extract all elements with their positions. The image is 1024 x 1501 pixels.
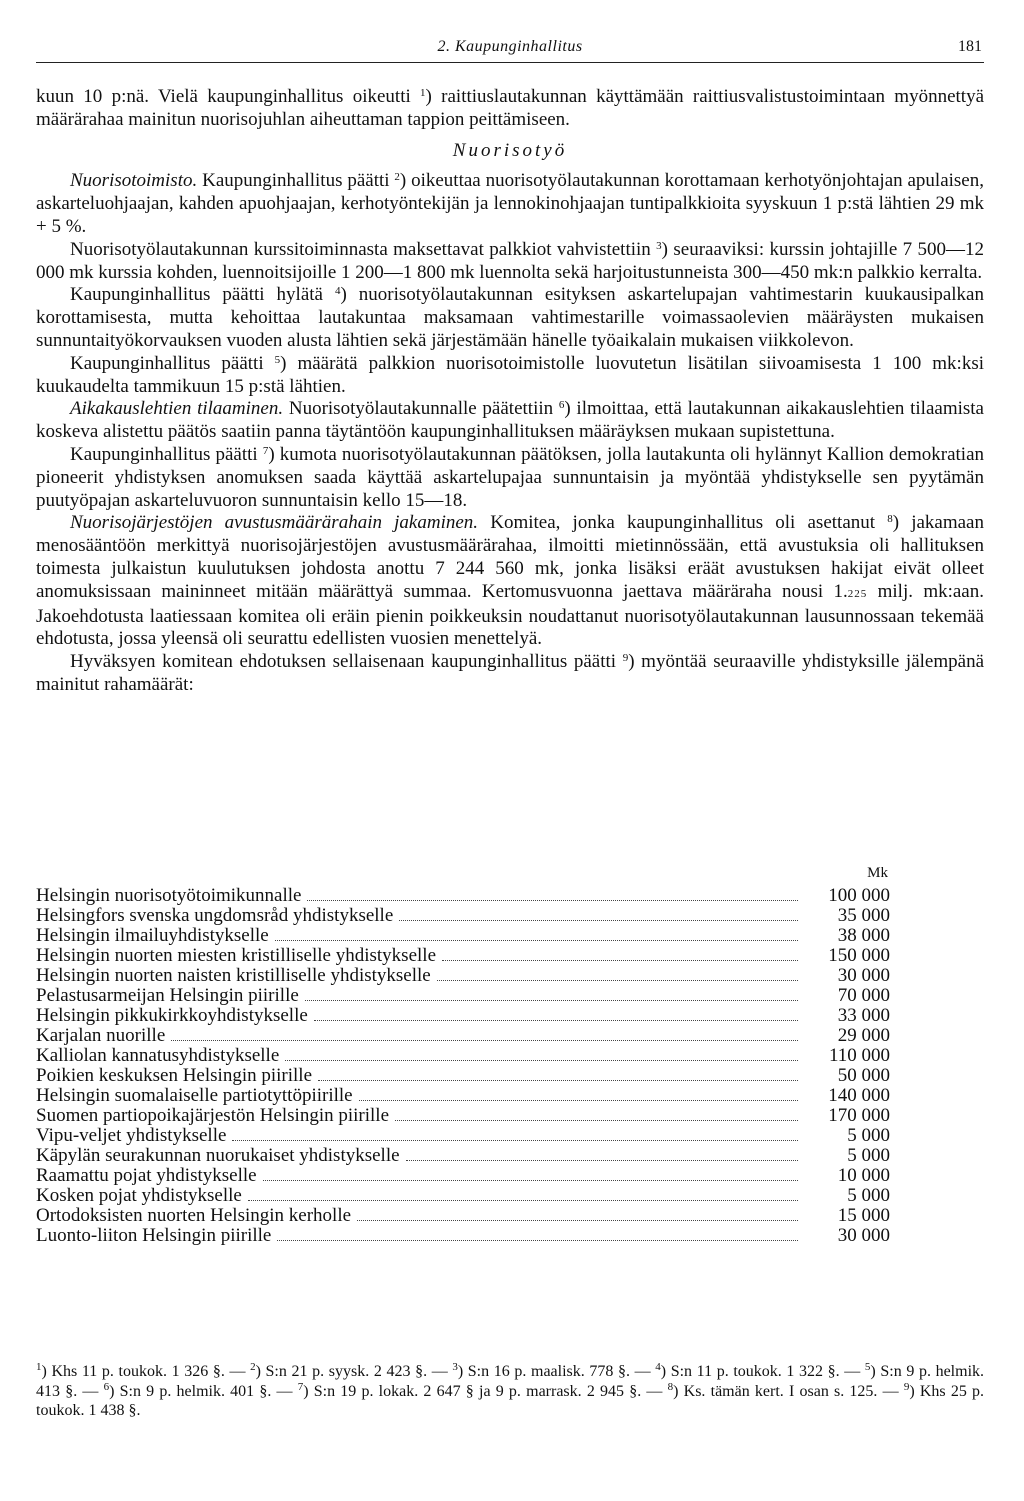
allocation-row bbox=[36, 1166, 890, 1186]
dot-leader bbox=[442, 960, 798, 961]
dot-leader bbox=[275, 940, 798, 941]
amount: 38 000 bbox=[837, 924, 890, 946]
footnote-text: $^1$) Khs 11 p. toukok. 1 326 §. — $^2$) S:n 21 p. syysk. 2 423 §. — $^3$) S:n 16 p. maalisk. 778 §. — $^4$) S:n 11 p. toukok. 1 322 §. — $^5$) S:n 9 p. helmik. 413 §. — $^6$) S:n 9 p. helmik. 401 §. — $^7$) S:n 19 p. lokak. 2 647 § ja 9 p. marrask. 2 945 §. — $^8$) Ks. tämän kert. I osan s. 125. — $^9$) Khs 25 p. toukok. 1 438 §. bbox=[36, 1361, 985, 1420]
recipient-name: Pelastusarmeijan Helsingin piirille bbox=[36, 984, 299, 1006]
dot-leader bbox=[399, 920, 798, 921]
dot-leader bbox=[248, 1200, 798, 1201]
amount: 30 000 bbox=[837, 1224, 890, 1246]
amount: 5 000 bbox=[847, 1184, 890, 1206]
recipient-name: Raamattu pojat yhdistykselle bbox=[36, 1164, 257, 1186]
allocation-row bbox=[36, 1146, 890, 1166]
dot-leader bbox=[277, 1240, 798, 1241]
recipient-name: Helsingin ilmailuyhdistykselle bbox=[36, 924, 269, 946]
amount: 100 000 bbox=[828, 884, 890, 906]
dot-leader bbox=[285, 1060, 798, 1061]
paragraph-askartelupaja: Kaupunginhallitus päätti $^7$) kumota nuorisotyölautakunnan päätöksen, jolla lautakunta oli hylännyt Kallion demokratian pioneerit yhdistyksen anomuksen saada käyttää askartelupajaa sunnuntaisin ja myöntää yhdistykselle sen pyytämän puutyöpajan askarteluvuoron sunnuntaisin kello 15—18. bbox=[36, 443, 984, 511]
chapter-title: 2. Kaupunginhallitus bbox=[437, 38, 583, 55]
paragraph-myonto: Hyväksyen komitean ehdotuksen sellaisenaan kaupunginhallitus päätti $^9$) myöntää seuraaville yhdistyksille jälempänä mainitut rahamäärät: bbox=[36, 651, 985, 695]
allocation-row bbox=[36, 886, 890, 906]
page-number: 181 bbox=[958, 38, 982, 55]
amount: 150 000 bbox=[828, 944, 890, 966]
amount: 5 000 bbox=[847, 1124, 890, 1146]
dot-leader bbox=[437, 980, 798, 981]
paragraph-nuorisotoimisto: Nuorisotoimisto. Kaupunginhallitus päätti $^2$) oikeuttaa nuorisotyölautakunnan korottamaan kerhotyönjohtajan apulaisen, askarteluohjaajan, kahden apuohjaajan, kerhotyöntekijän ja lennokinohjaajan tuntipalkkioita syyskuun 1 p:stä lähtien 29 mk + 5 %. bbox=[36, 170, 984, 237]
body-text bbox=[36, 86, 984, 697]
amount: 170 000 bbox=[828, 1104, 890, 1126]
amount: 5 000 bbox=[847, 1144, 890, 1166]
recipient-name: Helsingfors svenska ungdomsråd yhdistykselle bbox=[36, 904, 394, 926]
recipient-name: Ortodoksisten nuorten Helsingin kerholle bbox=[36, 1204, 352, 1226]
allocation-row bbox=[36, 946, 890, 966]
dot-leader bbox=[171, 1040, 798, 1041]
recipient-name: Helsingin nuorten miesten kristilliselle yhdistykselle bbox=[36, 944, 437, 966]
amount: 140 000 bbox=[828, 1084, 890, 1106]
allocation-row bbox=[36, 1126, 890, 1146]
dot-leader bbox=[359, 1100, 798, 1101]
allocation-row bbox=[36, 906, 890, 926]
amount: 33 000 bbox=[837, 1004, 890, 1026]
paragraph-aikakauslehdet: Aikakauslehtien tilaaminen. Nuorisotyölautakunnalle päätettiin $^6$) ilmoittaa, että lautakunnan aikakauslehtien tilaamista koskeva alistettu päätös saatiin panna täytäntöön kaupunginhallituksen määräyksen mukaan supistettuna. bbox=[36, 398, 984, 443]
running-header bbox=[36, 36, 984, 63]
allocation-row bbox=[36, 966, 890, 986]
recipient-name: Vipu-veljet yhdistykselle bbox=[36, 1124, 227, 1146]
recipient-name: Suomen partiopoikajärjestön Helsingin piirille bbox=[36, 1104, 390, 1126]
dot-leader bbox=[318, 1080, 798, 1081]
dot-leader bbox=[263, 1180, 798, 1181]
allocation-row bbox=[36, 926, 890, 946]
paragraph-vahtimestari: Kaupunginhallitus päätti hylätä $^4$) nuorisotyölautakunnan esityksen askartelupajan vahtimestarin kuukausipalkan korottamisesta, mutta kehoittaa lautakuntaa maksamaan vahtimestarille voimassaolevien määräysten mukaisen sunnuntaityökorvauksen vuoden alusta lähtien sekä järjestämään hänelle työaikalain mukaisen viikkolevon. bbox=[36, 284, 984, 351]
dot-leader bbox=[395, 1120, 798, 1121]
paragraph-1: kuun 10 p:nä. Vielä kaupunginhallitus oikeutti $^1$) raittiuslautakunnan käyttämään raittiusvalistustoimintaan myönnettyä määrärahaa mainitun nuorisojuhlan aiheuttaman tappion peittämiseen. bbox=[36, 86, 985, 130]
dot-leader bbox=[307, 900, 798, 901]
recipient-name: Poikien keskuksen Helsingin piirille bbox=[36, 1064, 313, 1086]
allocation-row bbox=[36, 1226, 890, 1246]
allocation-row bbox=[36, 1106, 890, 1126]
recipient-name: Helsingin nuorten naisten kristilliselle yhdistykselle bbox=[36, 964, 431, 986]
paragraph-siivous: Kaupunginhallitus päätti $^5$) määrätä palkkion nuorisotoimistolle luovutetun lisätilan siivoamisesta 1 100 mk:ksi kuukaudelta tammikuun 15 p:stä lähtien. bbox=[36, 352, 984, 397]
recipient-name: Helsingin pikkukirkkoyhdistykselle bbox=[36, 1004, 308, 1026]
amount: 35 000 bbox=[837, 904, 890, 926]
allocation-row bbox=[36, 1026, 890, 1046]
footnotes bbox=[36, 1362, 984, 1421]
paragraph-avustusmaararahat: Nuorisojärjestöjen avustusmäärärahain jakaminen. Komitea, jonka kaupunginhallitus oli asettanut $^8$) jakamaan menosääntöön merkittyä nuorisojärjestöjen avustusmäärärahaa, ilmoitti mietinnössään, että avustuksia oli hallituksen toimesta julkaistun kuulutuksen johdosta anottu 7 244 560 mk, jonka lisäksi eräät avustuksen hakijat eivät olleet anomuksissaan maininneet mitään määrättyä summaa. Kertomusvuonna jaettava määräraha nousi 1.225 milj. mk:aan. Jakoehdotusta laatiessaan komitea oli eräin pienin poikkeuksin noudattanut nuorisotyölautakunnan lausunnossaan tekemää ehdotusta, jossa yleensä oli seurattu edellisten vuosien menettelyä. bbox=[36, 512, 984, 650]
amount: 70 000 bbox=[837, 984, 890, 1006]
allocation-row bbox=[36, 1046, 890, 1066]
recipient-name: Luonto-liiton Helsingin piirille bbox=[36, 1224, 272, 1246]
dot-leader bbox=[314, 1020, 798, 1021]
recipient-name: Karjalan nuorille bbox=[36, 1024, 166, 1046]
section-heading: Nuorisotyö bbox=[452, 139, 568, 161]
amount: 10 000 bbox=[837, 1164, 890, 1186]
dot-leader bbox=[357, 1220, 798, 1221]
dot-leader bbox=[406, 1160, 798, 1161]
recipient-name: Kalliolan kannatusyhdistykselle bbox=[36, 1044, 280, 1066]
amount: 15 000 bbox=[837, 1204, 890, 1226]
amount: 110 000 bbox=[828, 1044, 890, 1066]
allocation-row bbox=[36, 1186, 890, 1206]
allocation-row bbox=[36, 1006, 890, 1026]
allocation-row bbox=[36, 1066, 890, 1086]
recipient-name: Helsingin nuorisotyötoimikunnalle bbox=[36, 884, 302, 906]
recipient-name: Helsingin suomalaiselle partiotyttöpiirille bbox=[36, 1084, 353, 1106]
amount: 29 000 bbox=[837, 1024, 890, 1046]
dot-leader bbox=[232, 1140, 798, 1141]
paragraph-kurssitoiminta: Nuorisotyölautakunnan kurssitoiminnasta maksettavat palkkiot vahvistettiin $^3$) seuraaviksi: kurssin johtajille 7 500—12 000 mk kurssia kohden, luennoitsijoille 1 200—1 800 mk luennolta sekä harjoitustunneista 300—450 mk:n palkkio kerralta. bbox=[36, 238, 984, 283]
allocation-row bbox=[36, 986, 890, 1006]
dot-leader bbox=[305, 1000, 798, 1001]
allocation-row bbox=[36, 1086, 890, 1106]
recipient-name: Käpylän seurakunnan nuorukaiset yhdistykselle bbox=[36, 1144, 400, 1166]
currency-unit-header: Mk bbox=[867, 865, 888, 881]
amount: 30 000 bbox=[837, 964, 890, 986]
amount: 50 000 bbox=[837, 1064, 890, 1086]
recipient-name: Kosken pojat yhdistykselle bbox=[36, 1184, 242, 1206]
allocation-rows bbox=[36, 886, 890, 1246]
allocation-table bbox=[36, 864, 890, 1246]
allocation-row bbox=[36, 1206, 890, 1226]
